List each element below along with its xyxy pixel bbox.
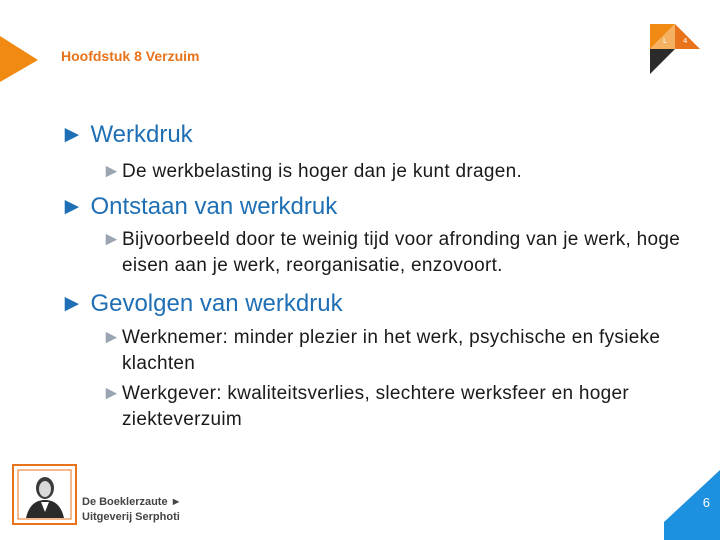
sub-item-text: Werkgever: kwaliteitsverlies, slechtere werksfeer en hoger ziekteverzuim xyxy=(122,383,630,430)
bullet-arrow-icon: ► xyxy=(60,121,84,148)
sub-item-text: De werkbelasting is hoger dan je kunt dragen. xyxy=(122,161,523,182)
bullet-arrow-icon: ► xyxy=(60,193,84,220)
corner-logo-icon xyxy=(645,24,700,79)
corner-letter-l: L xyxy=(663,37,667,45)
sub-item-text: Werknemer: minder plezier in het werk, psychische en fysieke klachten xyxy=(122,327,661,374)
heading-werkdruk xyxy=(60,121,193,149)
page-number: 6 xyxy=(702,495,710,510)
heading-text: Werkdruk xyxy=(90,121,193,148)
publisher-name: De Boeklerzaute ► xyxy=(82,496,182,508)
page-corner-decoration xyxy=(664,470,720,540)
sub-bullet-icon: ► xyxy=(102,229,122,250)
sub-item xyxy=(102,325,682,377)
bullet-arrow-icon: ► xyxy=(60,290,84,317)
sub-item xyxy=(102,227,682,279)
heading-gevolgen xyxy=(60,290,343,318)
sub-bullet-icon: ► xyxy=(102,327,122,348)
chapter-title: Hoofdstuk 8 Verzuim xyxy=(61,48,200,64)
sub-item xyxy=(102,159,662,185)
sub-bullet-icon: ► xyxy=(102,383,122,404)
sub-item xyxy=(102,381,702,433)
heading-text: Ontstaan van werkdruk xyxy=(90,193,338,220)
publisher-portrait-logo xyxy=(12,464,78,526)
heading-ontstaan xyxy=(60,193,337,221)
sub-bullet-icon: ► xyxy=(102,161,122,182)
corner-letter-4: 4 xyxy=(683,37,688,45)
orange-tab-decoration xyxy=(0,0,40,90)
publisher-imprint: Uitgeverij Serphoti xyxy=(82,511,180,523)
heading-text: Gevolgen van werkdruk xyxy=(90,290,343,317)
sub-item-text: Bijvoorbeeld door te weinig tijd voor afronding van je werk, hoge eisen aan je werk, reorganisatie, enzovoort. xyxy=(122,229,681,276)
